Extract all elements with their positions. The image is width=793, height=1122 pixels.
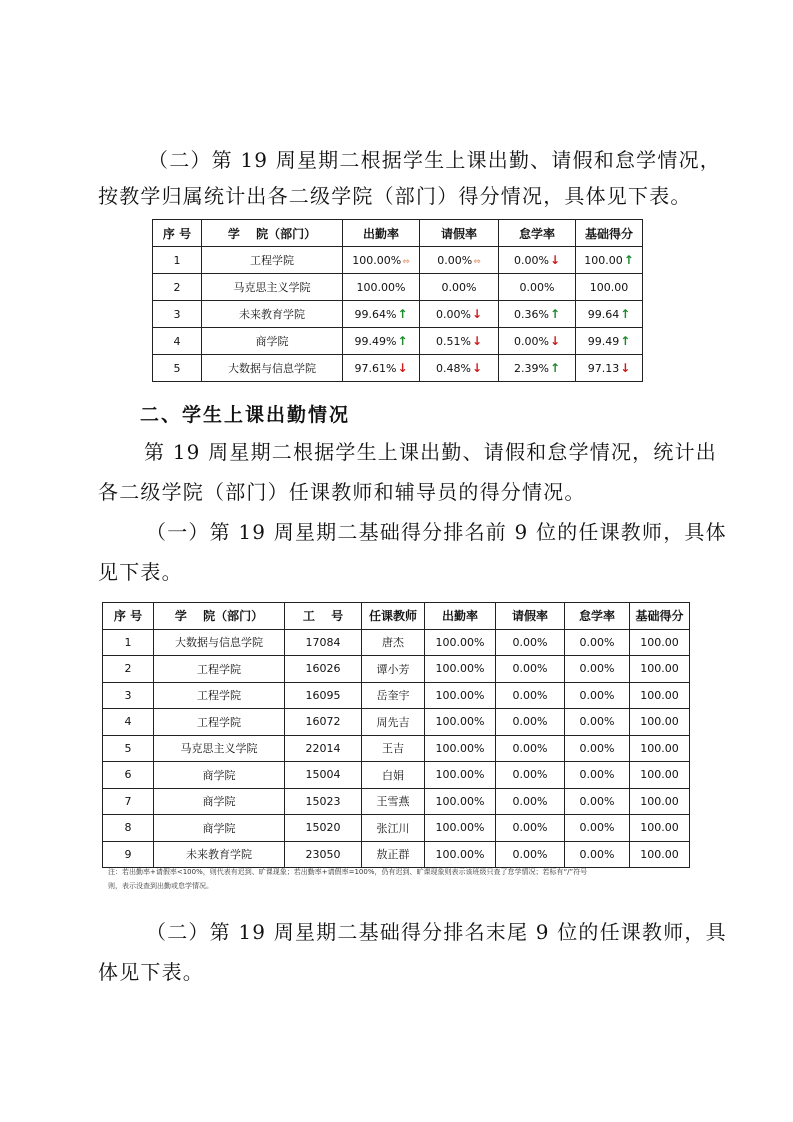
cell-attendance (343, 355, 420, 382)
header-truancy: 怠学率 (499, 220, 576, 247)
cell-attendance: 100.00% (425, 709, 496, 736)
cell-truancy: 0.00% (565, 841, 630, 868)
cell-staff-id: 15020 (285, 815, 362, 842)
cell-attendance: 100.00% (425, 682, 496, 709)
cell-leave (420, 274, 499, 301)
cell-truancy-value: 0.36% (513, 308, 549, 321)
cell-score (576, 274, 643, 301)
cell-leave (420, 301, 499, 328)
cell-no: 9 (103, 841, 154, 868)
cell-truancy: 0.00% (565, 815, 630, 842)
arrow-equal-icon: ⇔ (402, 256, 410, 267)
cell-leave-value: 0.00% (441, 280, 477, 294)
cell-college: 工程学院 (154, 656, 285, 683)
cell-teacher: 张江川 (362, 815, 425, 842)
cell-college-value: 商学院 (255, 335, 289, 348)
cell-attendance: 100.00% (425, 841, 496, 868)
cell-leave-value: 0.00% (437, 253, 473, 267)
header-attendance: 出勤率 (425, 603, 496, 630)
cell-leave: 0.00% (496, 735, 565, 762)
cell-attendance (343, 301, 420, 328)
cell-college: 工程学院 (154, 709, 285, 736)
cell-leave: 0.00% (496, 629, 565, 656)
arrow-down-icon: ↓ (471, 361, 482, 375)
table-row (103, 656, 690, 683)
cell-no (153, 274, 202, 301)
intro-para-line2: 各二级学院（部门）任课教师和辅导员的得分情况。 (98, 480, 586, 504)
cell-attendance (343, 247, 420, 274)
cell-score-value: 100.00 (589, 280, 629, 294)
cell-leave-value: 0.48% (435, 362, 471, 375)
cell-truancy (499, 301, 576, 328)
cell-score (576, 247, 643, 274)
cell-college (202, 274, 343, 301)
table-row (103, 762, 690, 789)
arrow-up-icon: ↑ (623, 253, 634, 267)
arrow-down-icon: ↓ (549, 334, 560, 348)
cell-college (202, 301, 343, 328)
cell-college-value: 工程学院 (250, 254, 294, 267)
cell-attendance-value: 99.64% (354, 308, 397, 321)
cell-score: 100.00 (630, 656, 690, 683)
section2-para-line2: 按教学归属统计出各二级学院（部门）得分情况，具体见下表。 (98, 184, 692, 208)
sub1-para-line2: 见下表。 (98, 560, 183, 584)
cell-no-value: 1 (173, 253, 181, 267)
section2-para-line1: （二）第 19 周星期二根据学生上课出勤、请假和怠学情况， (148, 148, 721, 172)
cell-attendance (343, 274, 420, 301)
cell-truancy: 0.00% (565, 682, 630, 709)
cell-leave-value: 0.00% (435, 308, 471, 321)
cell-attendance: 100.00% (425, 656, 496, 683)
cell-college (202, 328, 343, 355)
cell-no (153, 355, 202, 382)
cell-college (202, 355, 343, 382)
table-row (103, 709, 690, 736)
arrow-down-icon: ↓ (620, 361, 631, 375)
arrow-down-icon: ↓ (549, 253, 560, 267)
cell-college: 未来教育学院 (154, 841, 285, 868)
arrow-up-icon: ↑ (549, 361, 560, 375)
header-truancy: 怠学率 (565, 603, 630, 630)
header-college: 学 院（部门） (154, 603, 285, 630)
cell-truancy (499, 328, 576, 355)
cell-score (576, 301, 643, 328)
sub2-para-line2: 体见下表。 (98, 960, 204, 984)
cell-teacher: 白娟 (362, 762, 425, 789)
cell-truancy: 0.00% (565, 629, 630, 656)
cell-staff-id: 15023 (285, 788, 362, 815)
cell-truancy: 0.00% (565, 735, 630, 762)
cell-teacher: 王雪燕 (362, 788, 425, 815)
cell-truancy (499, 274, 576, 301)
cell-no: 6 (103, 762, 154, 789)
table-header-row (153, 220, 643, 247)
cell-college: 大数据与信息学院 (154, 629, 285, 656)
header-leave: 请假率 (496, 603, 565, 630)
cell-score: 100.00 (630, 788, 690, 815)
cell-leave: 0.00% (496, 682, 565, 709)
cell-leave: 0.00% (496, 841, 565, 868)
intro-para-line1: 第 19 周星期二根据学生上课出勤、请假和怠学情况，统计出 (144, 440, 717, 464)
cell-truancy-value: 0.00% (519, 280, 555, 294)
cell-no (153, 301, 202, 328)
top-teachers-table (102, 602, 690, 868)
table-header-row (103, 603, 690, 630)
cell-truancy (499, 355, 576, 382)
cell-score: 100.00 (630, 762, 690, 789)
cell-leave (420, 328, 499, 355)
cell-score-value: 97.13 (587, 362, 620, 375)
cell-truancy: 0.00% (565, 762, 630, 789)
header-no: 序 号 (103, 603, 154, 630)
cell-leave: 0.00% (496, 788, 565, 815)
arrow-up-icon: ↑ (549, 307, 560, 321)
cell-college: 商学院 (154, 788, 285, 815)
cell-attendance: 100.00% (425, 629, 496, 656)
cell-teacher: 岳奎宇 (362, 682, 425, 709)
cell-truancy-value: 0.00% (513, 335, 549, 348)
header-college: 学 院（部门） (202, 220, 343, 247)
cell-no-value: 4 (173, 334, 181, 348)
cell-no (153, 247, 202, 274)
cell-college (202, 247, 343, 274)
header-score: 基础得分 (630, 603, 690, 630)
table-row (103, 682, 690, 709)
cell-attendance: 100.00% (425, 815, 496, 842)
cell-leave (420, 247, 499, 274)
cell-score: 100.00 (630, 735, 690, 762)
cell-leave: 0.00% (496, 762, 565, 789)
cell-teacher: 敖正群 (362, 841, 425, 868)
cell-truancy: 0.00% (565, 656, 630, 683)
table-row (153, 247, 643, 274)
cell-score (576, 328, 643, 355)
cell-college-value: 未来教育学院 (239, 308, 305, 321)
arrow-down-icon: ↓ (471, 334, 482, 348)
header-score: 基础得分 (576, 220, 643, 247)
cell-no: 4 (103, 709, 154, 736)
cell-leave (420, 355, 499, 382)
sub1-para-line1: （一）第 19 周星期二基础得分排名前 9 位的任课教师，具体 (146, 520, 727, 544)
table-row (153, 274, 643, 301)
arrow-up-icon: ↑ (397, 334, 408, 348)
cell-college-value: 大数据与信息学院 (228, 362, 316, 375)
table-row (153, 355, 643, 382)
cell-staff-id: 22014 (285, 735, 362, 762)
cell-no: 5 (103, 735, 154, 762)
table-row (103, 788, 690, 815)
cell-no: 3 (103, 682, 154, 709)
cell-teacher: 谭小芳 (362, 656, 425, 683)
cell-truancy-value: 2.39% (513, 362, 549, 375)
cell-staff-id: 16026 (285, 656, 362, 683)
cell-attendance: 100.00% (425, 735, 496, 762)
cell-truancy: 0.00% (565, 788, 630, 815)
table-row (103, 841, 690, 868)
cell-college: 工程学院 (154, 682, 285, 709)
header-leave: 请假率 (420, 220, 499, 247)
cell-college-value: 马克思主义学院 (233, 281, 311, 294)
table-note-line2: 则，表示没查到出勤或怠学情况。 (108, 882, 213, 890)
cell-score: 100.00 (630, 815, 690, 842)
cell-college: 商学院 (154, 815, 285, 842)
header-attendance: 出勤率 (343, 220, 420, 247)
cell-score-value: 99.64 (587, 308, 620, 321)
cell-score: 100.00 (630, 709, 690, 736)
cell-score: 100.00 (630, 841, 690, 868)
cell-score-value: 99.49 (587, 335, 620, 348)
college-score-table (152, 219, 643, 382)
cell-teacher: 王吉 (362, 735, 425, 762)
cell-no: 1 (103, 629, 154, 656)
arrow-up-icon: ↑ (620, 334, 631, 348)
cell-attendance-value: 99.49% (354, 335, 397, 348)
cell-score (576, 355, 643, 382)
cell-teacher: 周先吉 (362, 709, 425, 736)
section-heading: 二、学生上课出勤情况 (140, 404, 351, 426)
cell-score: 100.00 (630, 682, 690, 709)
header-staff-id: 工 号 (285, 603, 362, 630)
cell-no-value: 5 (173, 361, 181, 375)
cell-leave-value: 0.51% (435, 335, 471, 348)
arrow-equal-icon: ⇔ (473, 256, 481, 267)
arrow-up-icon: ↑ (397, 307, 408, 321)
cell-attendance: 100.00% (425, 762, 496, 789)
table-row (103, 815, 690, 842)
cell-attendance-value: 100.00% (352, 253, 402, 267)
arrow-up-icon: ↑ (620, 307, 631, 321)
cell-no-value: 3 (173, 307, 181, 321)
arrow-down-icon: ↓ (397, 361, 408, 375)
table-note-line1: 注：若出勤率+请假率<100%，则代表有迟到、旷课现象；若出勤率+请假率=100%，仍有迟到、旷课现象则表示该班级只查了怠学情况；若标有“/”符号 (108, 868, 588, 876)
cell-no: 8 (103, 815, 154, 842)
cell-no-value: 2 (173, 280, 181, 294)
arrow-down-icon: ↓ (471, 307, 482, 321)
cell-attendance-value: 100.00% (356, 280, 406, 294)
cell-attendance-value: 97.61% (354, 362, 397, 375)
cell-no: 7 (103, 788, 154, 815)
cell-score-value: 100.00 (584, 254, 623, 267)
cell-staff-id: 15004 (285, 762, 362, 789)
cell-truancy (499, 247, 576, 274)
header-no: 序 号 (153, 220, 202, 247)
cell-leave: 0.00% (496, 815, 565, 842)
cell-leave: 0.00% (496, 709, 565, 736)
cell-staff-id: 16095 (285, 682, 362, 709)
cell-staff-id: 17084 (285, 629, 362, 656)
cell-truancy: 0.00% (565, 709, 630, 736)
cell-score: 100.00 (630, 629, 690, 656)
cell-leave: 0.00% (496, 656, 565, 683)
table-row (153, 328, 643, 355)
cell-attendance: 100.00% (425, 788, 496, 815)
cell-staff-id: 23050 (285, 841, 362, 868)
table-row (153, 301, 643, 328)
table-row (103, 735, 690, 762)
cell-attendance (343, 328, 420, 355)
cell-teacher: 唐杰 (362, 629, 425, 656)
header-teacher: 任课教师 (362, 603, 425, 630)
cell-college: 马克思主义学院 (154, 735, 285, 762)
cell-staff-id: 16072 (285, 709, 362, 736)
table-row (103, 629, 690, 656)
cell-no (153, 328, 202, 355)
cell-truancy-value: 0.00% (513, 254, 549, 267)
cell-college: 商学院 (154, 762, 285, 789)
cell-no: 2 (103, 656, 154, 683)
sub2-para-line1: （二）第 19 周星期二基础得分排名末尾 9 位的任课教师，具 (146, 920, 727, 944)
